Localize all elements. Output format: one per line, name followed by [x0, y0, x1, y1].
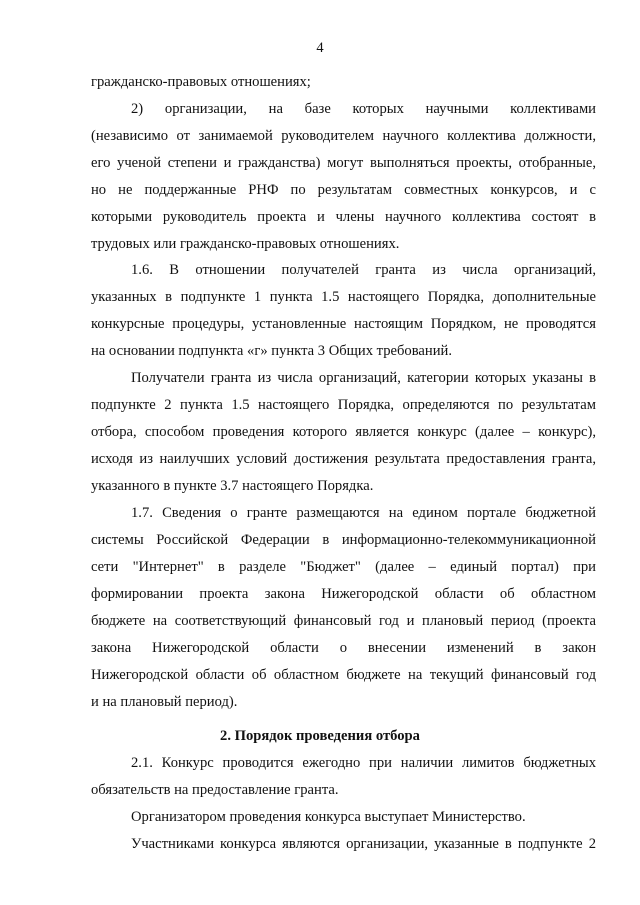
- text-line: гражданско-правовых отношениях;: [91, 74, 311, 90]
- text-line: подпункте 2 пункта 1.5 настоящего Порядка, определяются по результатам: [91, 397, 596, 413]
- text-line: исходя из наилучших условий достижения результата предоставления гранта,: [91, 451, 596, 467]
- text-line: бюджете на соответствующий финансовый год и плановый период (проекта: [91, 613, 596, 629]
- text-line: его ученой степени и гражданства) могут выполняться проекты, отобранные,: [91, 155, 596, 171]
- text-line: Нижегородской области об областном бюджете на текущий финансовый год: [91, 667, 596, 683]
- text-line: и на плановый период).: [91, 694, 238, 710]
- text-line: закона Нижегородской области о внесении изменений в закон: [91, 640, 596, 656]
- text-line: указанного в пункте 3.7 настоящего Порядка.: [91, 478, 374, 494]
- text-line: 2.1. Конкурс проводится ежегодно при наличии лимитов бюджетных: [131, 755, 596, 771]
- text-line: системы Российской Федерации в информационно-телекоммуникационной: [91, 532, 596, 548]
- text-line: 1.7. Сведения о гранте размещаются на едином портале бюджетной: [131, 505, 596, 521]
- text-line: формировании проекта закона Нижегородской области об областном: [91, 586, 596, 602]
- text-line: обязательств на предоставление гранта.: [91, 782, 339, 798]
- text-line: 1.6. В отношении получателей гранта из числа организаций,: [131, 262, 596, 278]
- section-heading: 2. Порядок проведения отбора: [220, 728, 420, 744]
- text-line: отбора, способом проведения которого является конкурс (далее – конкурс),: [91, 424, 596, 440]
- text-line: сети "Интернет" в разделе "Бюджет" (далее – единый портал) при: [91, 559, 596, 575]
- text-line: 2) организации, на базе которых научными коллективами: [131, 101, 596, 117]
- text-line: трудовых или гражданско-правовых отношениях.: [91, 236, 400, 252]
- text-line: но не поддержанные РНФ по результатам совместных конкурсов, и с: [91, 182, 596, 198]
- page-number: 4: [316, 40, 324, 56]
- text-line: Получатели гранта из числа организаций, категории которых указаны в: [131, 370, 596, 386]
- text-line: (независимо от занимаемой руководителем научного коллектива должности,: [91, 128, 596, 144]
- text-line: на основании подпункта «г» пункта 3 Общих требований.: [91, 343, 452, 359]
- text-line: которыми руководитель проекта и члены научного коллектива состоят в: [91, 209, 596, 225]
- text-line: Участниками конкурса являются организации, указанные в подпункте 2: [131, 836, 596, 852]
- text-line: указанных в подпункте 1 пункта 1.5 настоящего Порядка, дополнительные: [91, 289, 596, 305]
- text-line: Организатором проведения конкурса выступает Министерство.: [131, 809, 526, 825]
- text-line: конкурсные процедуры, установленные настоящим Порядком, не проводятся: [91, 316, 596, 332]
